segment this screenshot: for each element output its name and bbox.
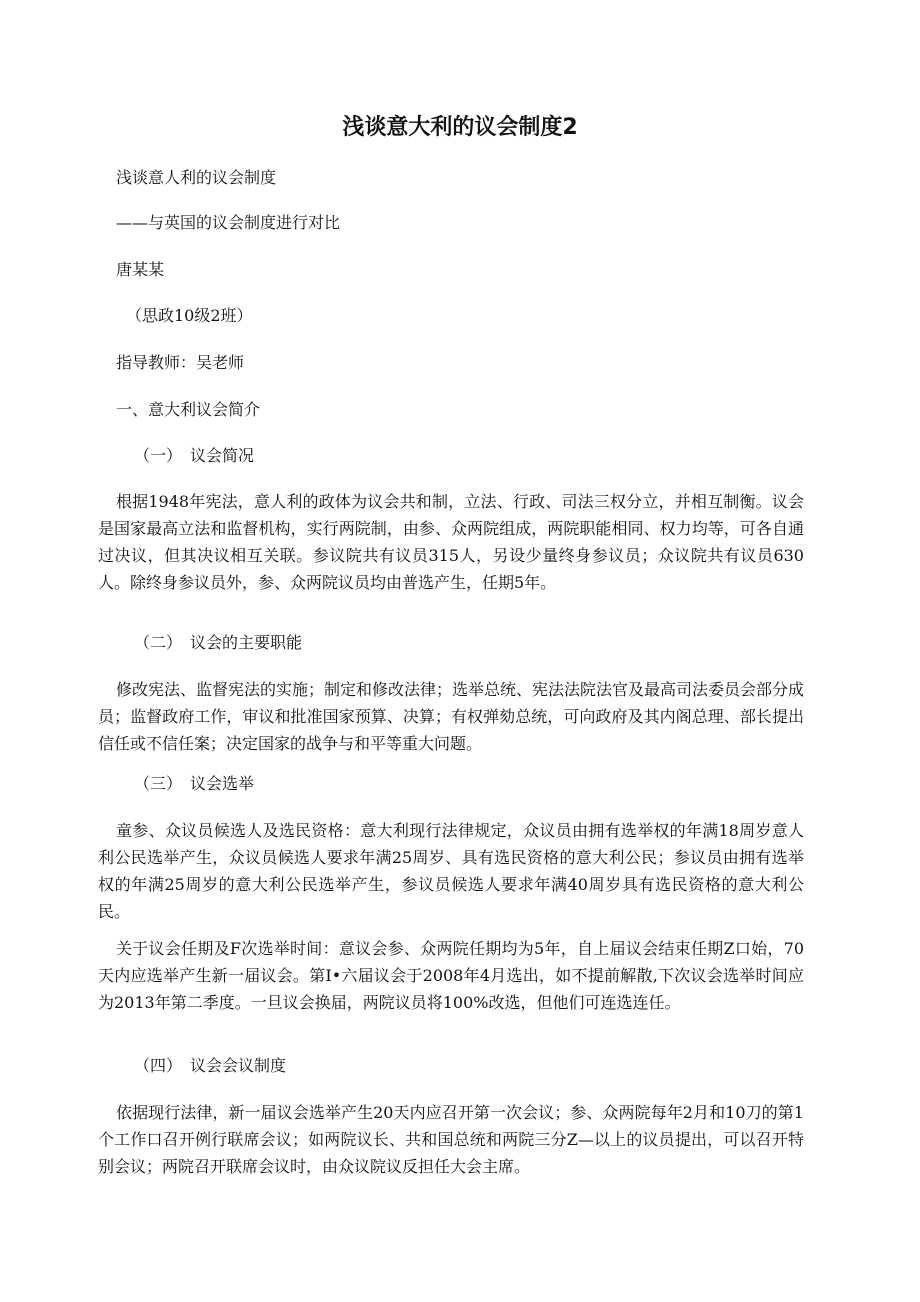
subtitle: 浅谈意人利的议会制度: [116, 168, 277, 187]
subsection-title: 议会会议制度: [190, 1056, 287, 1075]
subsection-title: 议会的主要职能: [190, 633, 303, 652]
advisor: 指导教师：吴老师: [116, 353, 245, 372]
paragraph-term-and-election: 关于议会任期及F次选举时间：意议会参、众两院任期均为5年，自上届议会结束任期Z口始，70天内应选举产生新一届议会。第I•六届议会于2008年4月选出，如不提前解散,下次议会选举时间应为2013年第二季度。一旦议会换届，两院议员将100%改选，但他们可连选连任。: [98, 939, 804, 1012]
class-info: （思政10级2班）: [126, 306, 253, 325]
subsection-title: 议会简况: [190, 446, 255, 465]
paragraph-overview: 根据1948年宪法，意人利的政体为议会共和制，立法、行政、司法三权分立，并相互制衡。议会是国家最高立法和监督机构，实行两院制，由参、众两院组成，两院职能相同、权力均等，可各自通过决议，但其决议相互关联。参议院共有议员315人，另设少量终身参议员；众议院共有议员630人。除终身参议员外，参、众两院议员均由普选产生，任期5年。: [98, 492, 804, 592]
subsection-number: （三）: [134, 774, 183, 793]
subsection-number: （二）: [134, 633, 183, 652]
paragraph-meeting-system: 依据现行法律，新一届议会选举产生20天内应召开第一次会议；参、众两院每年2月和10刀的第1个工作口召开例行联席会议；如两院议长、共和国总统和两院三分Z—以上的议员提出，可以召开特别会议；两院召开联席会议时，由众议院议反担任大会主席。: [98, 1103, 804, 1176]
section-heading-1: 一、意大利议会简介: [116, 400, 261, 419]
subsection-heading-3: [134, 772, 254, 796]
subsection-heading-1: [134, 444, 254, 468]
subsection-heading-2: [134, 631, 302, 655]
paragraph-election-eligibility: 童参、众议员候选人及选民资格：意大利现行法律规定，众议员由拥有选举权的年满18周岁意人利公民选举产生，众议员候选人要求年满25周岁、具有选民资格的意大利公民；参议员由拥有选举权的年满25周岁的意大利公民选举产生，参议员候选人要求年满40周岁具有选民资格的意大利公民。: [98, 821, 804, 921]
subtitle-comparison: ——与英国的议会制度进行对比: [116, 213, 341, 232]
subsection-number: （一）: [134, 446, 183, 465]
document-title: 浅谈意大利的议会制度2: [342, 115, 578, 140]
paragraph-functions: 修改宪法、监督宪法的实施；制定和修改法律；选举总统、宪法法院法官及最高司法委员会部分成员；监督政府工作，审议和批准国家预算、决算；有权弹劾总统，可向政府及其内阁总理、部长提出信任或不信任案；决定国家的战争与和平等重大问题。: [98, 680, 805, 753]
subsection-heading-4: [134, 1054, 286, 1078]
subsection-title: 议会选举: [190, 774, 255, 793]
author-name: 唐某某: [116, 260, 165, 279]
subsection-number: （四）: [134, 1056, 183, 1075]
